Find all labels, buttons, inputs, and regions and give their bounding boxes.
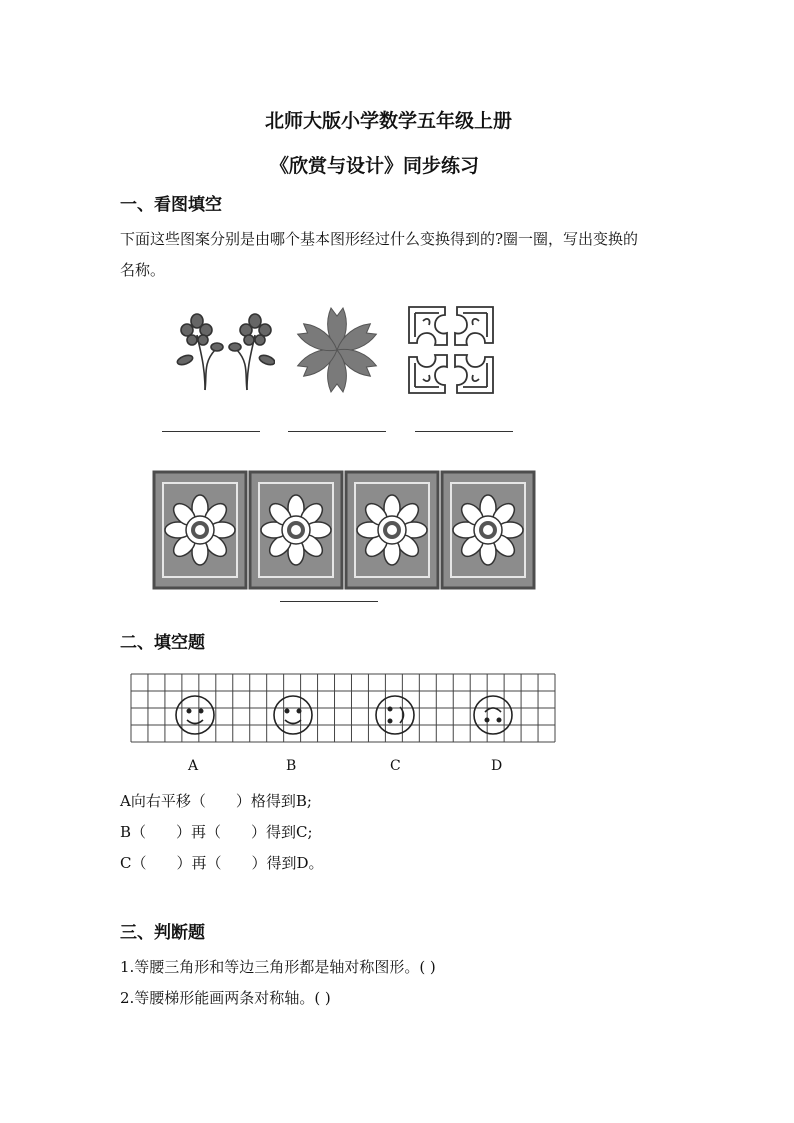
grid-label-d: D — [491, 758, 503, 774]
flowers-pair-icon — [165, 305, 275, 400]
section1-heading: 一、看图填空 — [120, 195, 222, 215]
grid-label-c: C — [390, 758, 401, 774]
face-c-icon — [376, 696, 414, 734]
fill-question-3: C（ ）再（ ）得到D。 — [120, 854, 324, 872]
doc-title: 北师大版小学数学五年级上册 — [265, 110, 513, 132]
judge-question-1: 1.等腰三角形和等边三角形都是轴对称图形。( ) — [120, 958, 436, 976]
section2-heading: 二、填空题 — [120, 633, 205, 653]
section1-instruction-line1: 下面这些图案分别是由哪个基本图形经过什么变换得到的?圈一圈，写出变换的 — [120, 230, 639, 248]
judge-question-2: 2.等腰梯形能画两条对称轴。( ) — [120, 989, 331, 1007]
four-tile-ornament-icon — [405, 303, 497, 397]
face-b-icon — [274, 696, 312, 734]
doc-subtitle: 《欣赏与设计》同步练习 — [270, 155, 480, 177]
grid-with-faces — [123, 668, 563, 748]
answer-blank-4[interactable] — [280, 601, 378, 602]
answer-blank-3[interactable] — [415, 431, 513, 432]
grid-label-b: B — [286, 758, 297, 774]
answer-blank-1[interactable] — [162, 431, 260, 432]
six-petal-flower-icon — [292, 305, 382, 395]
face-d-icon — [474, 696, 512, 734]
fill-question-2: B（ ）再（ ）得到C; — [120, 823, 313, 841]
section1-instruction-line2: 名称。 — [120, 261, 166, 279]
flower-tile-strip-icon — [150, 460, 540, 600]
fill-question-1: A向右平移（ ）格得到B; — [120, 792, 312, 810]
answer-blank-2[interactable] — [288, 431, 386, 432]
grid-label-a: A — [188, 758, 199, 774]
section3-heading: 三、判断题 — [120, 923, 205, 943]
